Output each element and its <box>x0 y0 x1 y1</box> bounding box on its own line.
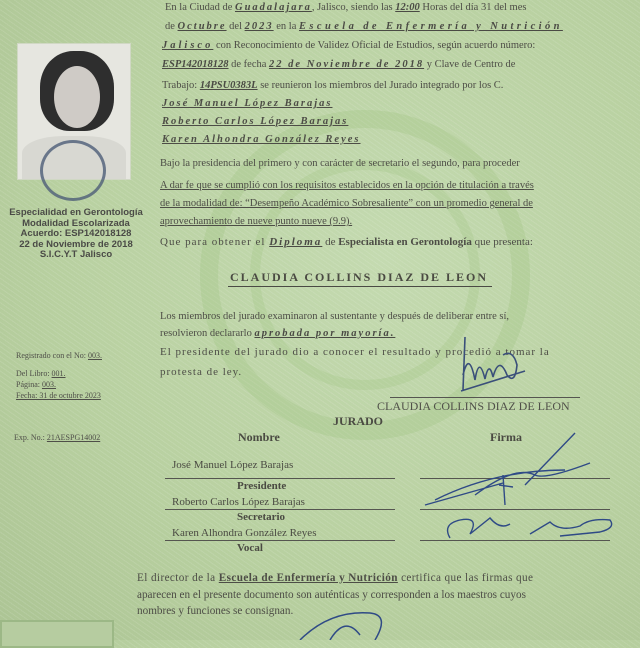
registry-book: Del Libro: 001. <box>16 369 66 378</box>
student-signature <box>455 335 535 395</box>
divider <box>165 509 395 510</box>
intro-line-1: En la Ciudad de Guadalajara, Jalisco, siendo las 12:00 Horas del día 31 del mes <box>165 2 527 13</box>
jury-col-name: Nombre <box>238 430 280 444</box>
student-signature-name: CLAUDIA COLLINS DIAZ DE LEON <box>377 399 570 413</box>
result-line-1: Los miembros del jurado examinaron al sustentante y después de deliberar entre sí, <box>160 311 510 322</box>
student-signature-line <box>390 397 580 398</box>
intro-line-4: ESP142018128 de fecha 22 de Noviembre de 2018 y Clave de Centro de <box>162 59 516 70</box>
presidency-line-1: Bajo la presidencia del primero y con carácter de secretario el segundo, para proceder <box>160 158 520 169</box>
result-line-3: El presidente del jurado dio a conocer el resultado y procedió a tomar la <box>160 346 550 358</box>
presidency-line-3: de la modalidad de: “Desempeño Académico Sobresaliente” con un promedio general de <box>160 198 533 209</box>
vocal-signature <box>440 510 620 542</box>
president-signature <box>415 425 615 510</box>
director-signature <box>290 605 400 640</box>
registry-expedient: Exp. No.: 21AESPG14002 <box>14 433 101 442</box>
jury-member-role-3: Vocal <box>237 542 263 554</box>
divider <box>165 478 395 479</box>
presidency-line-2: A dar fe que se cumplió con los requisitos establecidos en la opción de titulación a través <box>160 180 534 191</box>
intro-line-3: Jalisco con Reconocimiento de Validez Oficial de Estudios, según acuerdo número: <box>162 40 536 51</box>
jury-name-3: Karen Alhondra González Reyes <box>162 134 361 145</box>
presidency-line-4: aprovechamiento de nueve punto nueve (9.9). <box>160 216 353 227</box>
school-stamp-icon <box>40 140 106 201</box>
intro-line-5: Trabajo: 14PSU0383L se reunieron los miembros del Jurado integrado por los C. <box>162 80 504 91</box>
jury-col-signature: Firma <box>490 430 522 444</box>
jury-title: JURADO <box>333 414 383 428</box>
divider <box>165 540 395 541</box>
registry-date: Fecha: 31 de octubre 2023 <box>16 391 101 400</box>
jury-member-role-2: Secretario <box>237 511 286 523</box>
result-line-4: protesta de ley. <box>160 366 243 378</box>
jury-member-name-1: José Manuel López Barajas <box>172 459 294 471</box>
jury-member-name-3: Karen Alhondra González Reyes <box>172 527 317 539</box>
jury-name-1: José Manuel López Barajas <box>162 98 333 109</box>
jury-member-role-1: Presidente <box>237 480 287 492</box>
result-line-2: resolvieron declararlo aprobada por mayoría. <box>160 328 396 339</box>
registry-number: Registrado con el No: 003. <box>16 351 102 360</box>
student-name: CLAUDIA COLLINS DIAZ DE LEON <box>228 270 492 287</box>
presidency-line-5: Que para obtener el Diploma de Especialista en Gerontología que presenta: <box>160 236 533 248</box>
certification-line-3: nombres y funciones se consignan. <box>137 605 294 617</box>
jury-name-2: Roberto Carlos López Barajas <box>162 116 349 127</box>
specialty-stamp-text: Especialidad en Gerontología Modalidad Escolarizada Acuerdo: ESP142018128 22 de Noviembre de 2018 S.I.C.Y.T Jalisco <box>9 207 143 260</box>
intro-line-2: de Octubre del 2023 en la Escuela de Enfermería y Nutrición <box>165 21 563 32</box>
registry-page: Página: 003. <box>16 380 56 389</box>
certification-line-1: El director de la Escuela de Enfermería y Nutrición certifica que las firmas que <box>137 572 534 584</box>
jury-member-name-2: Roberto Carlos López Barajas <box>172 496 305 508</box>
certification-line-2: aparecen en el presente documento son auténticas y corresponden a los maestros cuyos <box>137 589 526 601</box>
bottom-seal-box <box>0 620 114 648</box>
